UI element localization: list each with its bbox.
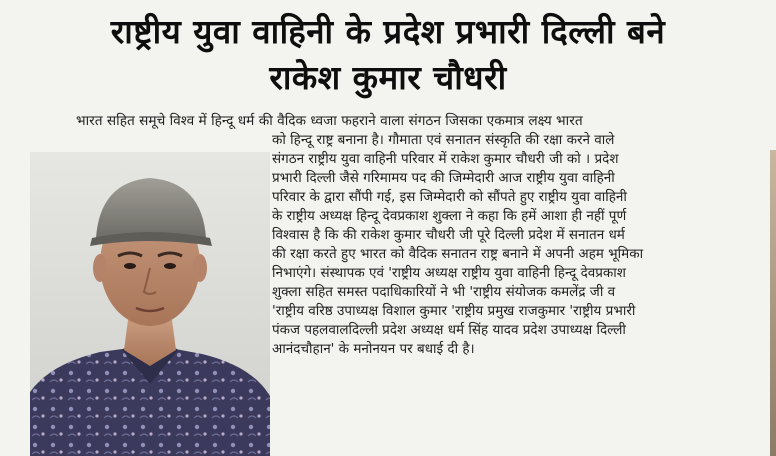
- portrait-photo: [30, 152, 270, 456]
- article-line-7: विश्वास है कि की राकेश कुमार चौधरी जी पूरे दिल्ली प्रदेश में सनातन धर्म: [272, 227, 625, 243]
- headline-line-2: राकेश कुमार चौधरी: [269, 58, 507, 97]
- headline-line-1: राष्ट्रीय युवा वाहिनी के प्रदेश प्रभारी दिल्ली बने: [110, 12, 666, 51]
- article-line-12: पंकज पहलवालदिल्ली प्रदेश अध्यक्ष धर्म सिंह यादव प्रदेश उपाध्यक्ष दिल्ली: [272, 322, 626, 338]
- article-line-5: परिवार के द्वारा सौंपी गई, इस जिम्मेदारी को सौंपते हुए राष्ट्रीय युवा वाहिनी: [272, 189, 627, 205]
- article-line-2: को हिन्दू राष्ट्र बनाना है। गौमाता एवं सनातन संस्कृति की रक्षा करने वाले: [272, 132, 615, 148]
- article-line-1: भारत सहित समूचे विश्व में हिन्दू धर्म की वैदिक ध्वजा फहराने वाला संगठन जिसका एकमात्र लक्ष्य भारत: [76, 113, 583, 129]
- article-line-10: शुक्ला सहित समस्त पदाधिकारियों ने भी 'राष्ट्रीय संयोजक कमलेंद्र जी व: [272, 284, 616, 300]
- article-line-4: प्रभारी दिल्ली जैसे गरिमामय पद की जिम्मेदारी आज राष्ट्रीय युवा वाहिनी: [272, 170, 615, 186]
- page-edge-strip: [770, 150, 776, 456]
- article-line-9: निभाएंगे। संस्थापक एवं 'राष्ट्रीय अध्यक्ष राष्ट्रीय युवा वाहिनी हिन्दू देवप्रकाश: [272, 265, 626, 281]
- article-line-8: की रक्षा करते हुए भारत को वैदिक सनातन राष्ट्र बनाने में अपनी अहम भूमिका: [272, 246, 644, 262]
- article-line-6: के राष्ट्रीय अध्यक्ष हिन्दू देवप्रकाश शुक्ला ने कहा कि हमें आशा ही नहीं पूर्ण: [272, 208, 627, 224]
- article-line-11: 'राष्ट्रीय वरिष्ठ उपाध्यक्ष विशाल कुमार 'राष्ट्रीय प्रमुख राजकुमार 'राष्ट्रीय प्रभारी: [272, 303, 636, 319]
- portrait-illustration: [30, 152, 270, 456]
- article-line-3: संगठन राष्ट्रीय युवा वाहिनी परिवार में राकेश कुमार चौधरी जी को । प्रदेश: [272, 151, 619, 167]
- article-line-13: आनंदचौहान' के मनोनयन पर बधाई दी है।: [272, 341, 475, 357]
